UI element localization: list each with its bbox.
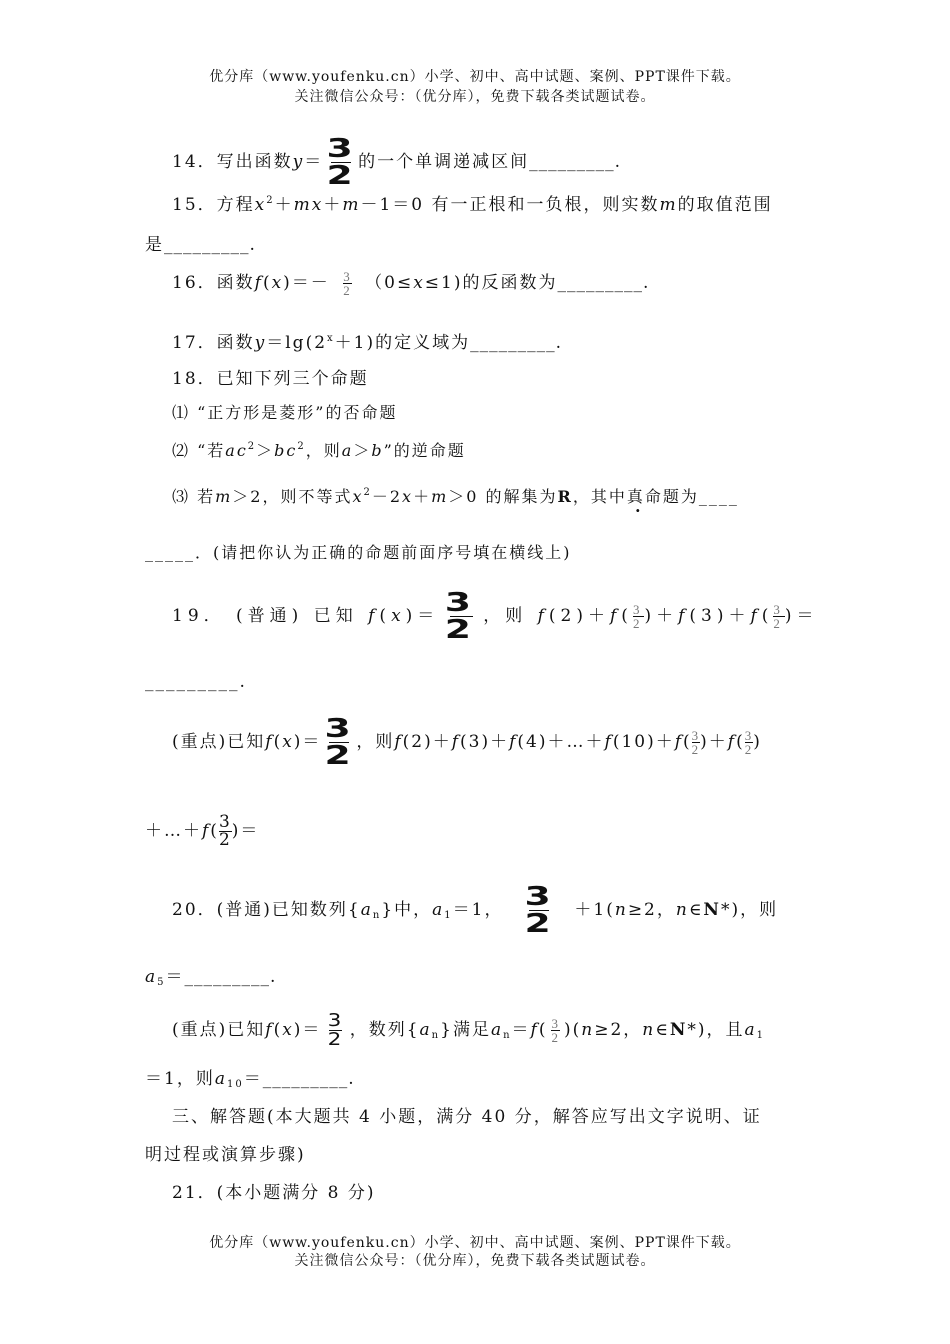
question-18-item-2: ⑵ “若$ac^2>bc^2$，则a＞b”的逆命题: [172, 441, 466, 460]
question-15: 15．方程$x^2+mx+m-1=0$ 有一正根和一负根，则实数m的取值范围: [172, 195, 773, 215]
fraction: $\frac{3}{2}$: [324, 714, 354, 771]
fraction: $\frac{3}{2}$: [691, 728, 701, 757]
question-14: 14．写出函数y＝ $\frac{3}{2}$ 的一个单调递减区间_________.: [172, 134, 622, 191]
fraction: $\frac{3}{2}$: [343, 269, 352, 298]
section-3-title-cont: 明过程或演算步骤): [145, 1145, 306, 1165]
question-20-advanced: (重点)已知f(x)＝ $\frac{3}{2}$ ，数列$\{a_n\}$满足$a_n=f$( $\frac{3}{2}$ )(n≥2，n∈N*)，且$a_1$: [172, 1010, 766, 1050]
question-21: 21．(本小题满分 8 分): [172, 1183, 376, 1203]
question-17: 17．函数$y=\lg(2^x+1)$的定义域为_________.: [172, 333, 563, 353]
fraction: $\frac{3}{2}$: [218, 812, 232, 850]
fraction: $\frac{3}{2}$: [744, 728, 754, 757]
question-20: 20．(普通)已知数列$\{a_n\}$中，$a_1=1$， $\frac{3}{2}$ ＋1(n≥2，n∈N*)，则: [172, 882, 779, 939]
header-line-1: 优分库（www.youfenku.cn）小学、初中、高中试题、案例、PPT课件下载。: [209, 69, 741, 85]
question-18: 18．已知下列三个命题: [172, 369, 369, 389]
question-19-advanced-cont: ＋…＋f( $\frac{3}{2}$ )＝: [145, 812, 260, 850]
fraction: $\frac{3}{2}$: [326, 134, 356, 191]
header-line-2: 关注微信公众号：（优分库），免费下载各类试题试卷。: [294, 89, 656, 105]
question-19-blank: _________.: [145, 672, 247, 692]
fraction: $\frac{3}{2}$: [524, 882, 554, 939]
question-20-cont: $a_5=\_\_\_\_\_\_\_\_\_$.: [145, 967, 277, 988]
question-19: 19． (普通) 已知 f(x)＝ $\frac{3}{2}$ ，则 f(2)＋f( $\frac{3}{2}$ )＋f(3)＋f( $\frac{3}{2}$ )＝: [172, 588, 819, 645]
fraction: $\frac{3}{2}$: [327, 1010, 344, 1050]
section-3-title: 三、解答题(本大题共 4 小题，满分 40 分，解答应写出文字说明、证: [172, 1107, 762, 1127]
footer-line-1: 优分库（www.youfenku.cn）小学、初中、高中试题、案例、PPT课件下载。: [209, 1235, 741, 1251]
question-20-advanced-cont: ＝1，则$a_{10}=\_\_\_\_\_\_\_\_\_$.: [145, 1069, 355, 1090]
question-15-cont: 是_________.: [145, 235, 256, 255]
fraction: $\frac{3}{2}$: [632, 602, 645, 631]
fraction: $\frac{3}{2}$: [444, 588, 478, 645]
footer-line-2: 关注微信公众号：（优分库），免费下载各类试题试卷。: [294, 1253, 656, 1269]
question-18-cont: _____．(请把你认为正确的命题前面序号填在横线上): [145, 543, 572, 562]
question-19-advanced: (重点)已知f(x)＝ $\frac{3}{2}$ ，则f(2)＋f(3)＋f(4)＋…＋f(10)＋f( $\frac{3}{2}$ )＋f( $\frac{3}{2}$ ): [172, 714, 762, 771]
question-18-item-1: ⑴ “正方形是菱形”的否命题: [172, 403, 398, 422]
fraction: $\frac{3}{2}$: [551, 1016, 560, 1045]
question-18-item-3: ⑶ 若m＞2，则不等式$x^2-2x+m>0$ 的解集为R，其中真命题为____: [172, 487, 739, 506]
question-16: 16．函数f(x)＝－ $\frac{3}{2}$ （0≤x≤1)的反函数为_________.: [172, 269, 650, 298]
fraction: $\frac{3}{2}$: [773, 602, 785, 631]
